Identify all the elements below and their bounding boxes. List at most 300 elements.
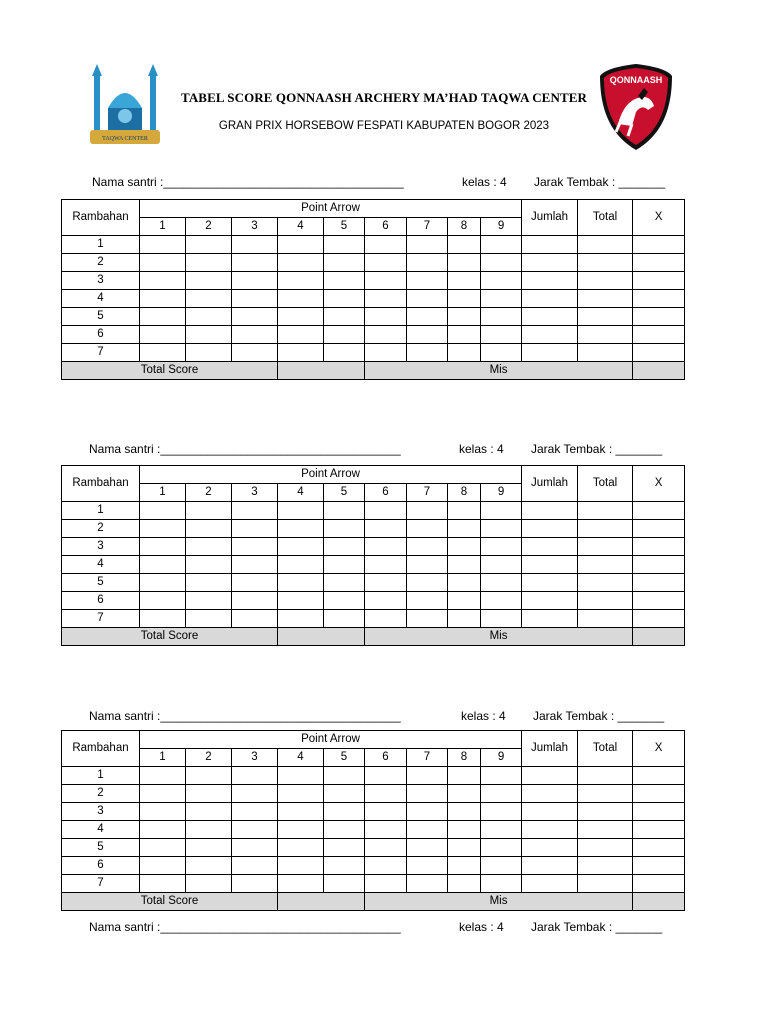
score-cell[interactable] xyxy=(448,592,481,610)
total-score-cell[interactable] xyxy=(278,893,365,911)
arrow-number: 3 xyxy=(232,218,278,236)
score-cell[interactable] xyxy=(278,308,324,326)
score-cell[interactable] xyxy=(232,767,278,785)
x-cell[interactable] xyxy=(633,592,685,610)
arrow-number: 2 xyxy=(186,749,232,767)
score-cell[interactable] xyxy=(232,344,278,362)
jumlah-cell[interactable] xyxy=(522,767,578,785)
score-cell[interactable] xyxy=(232,236,278,254)
score-cell[interactable] xyxy=(324,821,365,839)
total-score-label: Total Score xyxy=(62,362,278,380)
score-cell[interactable] xyxy=(481,344,522,362)
x-cell[interactable] xyxy=(633,538,685,556)
score-cell[interactable] xyxy=(324,610,365,628)
score-cell[interactable] xyxy=(278,326,324,344)
score-cell[interactable] xyxy=(407,236,448,254)
score-cell[interactable] xyxy=(448,236,481,254)
score-cell[interactable] xyxy=(324,803,365,821)
score-cell[interactable] xyxy=(140,839,186,857)
x-cell[interactable] xyxy=(633,308,685,326)
score-cell[interactable] xyxy=(365,610,407,628)
total-cell[interactable] xyxy=(578,839,633,857)
score-cell[interactable] xyxy=(407,272,448,290)
score-cell[interactable] xyxy=(481,556,522,574)
score-cell[interactable] xyxy=(232,839,278,857)
score-cell[interactable] xyxy=(481,502,522,520)
score-cell[interactable] xyxy=(324,272,365,290)
score-cell[interactable] xyxy=(407,875,448,893)
score-cell[interactable] xyxy=(365,821,407,839)
total-cell[interactable] xyxy=(578,254,633,272)
jumlah-cell[interactable] xyxy=(522,785,578,803)
score-cell[interactable] xyxy=(448,538,481,556)
score-cell[interactable] xyxy=(278,556,324,574)
score-cell[interactable] xyxy=(278,344,324,362)
score-cell[interactable] xyxy=(365,574,407,592)
score-cell[interactable] xyxy=(448,610,481,628)
total-cell[interactable] xyxy=(578,785,633,803)
score-cell[interactable] xyxy=(324,236,365,254)
score-cell[interactable] xyxy=(324,308,365,326)
x-cell[interactable] xyxy=(633,556,685,574)
score-cell[interactable] xyxy=(448,272,481,290)
score-cell[interactable] xyxy=(140,272,186,290)
score-cell[interactable] xyxy=(140,538,186,556)
jarak-tembak-field[interactable]: Jarak Tembak : _______ xyxy=(531,920,663,934)
score-cell[interactable] xyxy=(232,556,278,574)
score-cell[interactable] xyxy=(140,592,186,610)
jumlah-cell[interactable] xyxy=(522,254,578,272)
score-cell[interactable] xyxy=(481,520,522,538)
score-cell[interactable] xyxy=(232,610,278,628)
score-cell[interactable] xyxy=(232,502,278,520)
score-cell[interactable] xyxy=(448,502,481,520)
jumlah-cell[interactable] xyxy=(522,857,578,875)
jumlah-cell[interactable] xyxy=(522,290,578,308)
total-cell[interactable] xyxy=(578,803,633,821)
total-cell[interactable] xyxy=(578,767,633,785)
score-cell[interactable] xyxy=(324,520,365,538)
score-cell[interactable] xyxy=(481,821,522,839)
total-score-label: Total Score xyxy=(62,628,278,646)
jumlah-cell[interactable] xyxy=(522,326,578,344)
score-cell[interactable] xyxy=(407,574,448,592)
row-number: 5 xyxy=(62,308,140,326)
score-cell[interactable] xyxy=(448,290,481,308)
score-cell[interactable] xyxy=(407,839,448,857)
jumlah-cell[interactable] xyxy=(522,803,578,821)
arrow-number: 1 xyxy=(140,749,186,767)
score-cell[interactable] xyxy=(140,236,186,254)
row-number: 3 xyxy=(62,803,140,821)
row-number: 2 xyxy=(62,520,140,538)
score-cell[interactable] xyxy=(232,290,278,308)
table-footer-row xyxy=(62,362,685,380)
score-cell[interactable] xyxy=(481,538,522,556)
score-cell[interactable] xyxy=(232,538,278,556)
row-number: 3 xyxy=(62,538,140,556)
table-row xyxy=(62,821,685,839)
table-row xyxy=(62,574,685,592)
x-cell[interactable] xyxy=(633,272,685,290)
score-cell[interactable] xyxy=(232,821,278,839)
score-cell[interactable] xyxy=(324,592,365,610)
score-cell[interactable] xyxy=(186,574,232,592)
total-cell[interactable] xyxy=(578,538,633,556)
total-cell[interactable] xyxy=(578,520,633,538)
jarak-tembak-field[interactable]: Jarak Tembak : _______ xyxy=(531,442,663,456)
score-cell[interactable] xyxy=(186,236,232,254)
score-cell[interactable] xyxy=(278,272,324,290)
score-cell[interactable] xyxy=(186,272,232,290)
x-cell[interactable] xyxy=(633,344,685,362)
score-cell[interactable] xyxy=(365,290,407,308)
score-cell[interactable] xyxy=(481,254,522,272)
score-cell[interactable] xyxy=(140,326,186,344)
jumlah-cell[interactable] xyxy=(522,344,578,362)
score-cell[interactable] xyxy=(186,556,232,574)
jarak-tembak-field[interactable]: Jarak Tembak : _______ xyxy=(534,175,666,189)
score-cell[interactable] xyxy=(481,326,522,344)
nama-santri-field[interactable]: Nama santri :____________________________________ xyxy=(89,920,401,934)
x-cell[interactable] xyxy=(633,821,685,839)
score-cell[interactable] xyxy=(448,839,481,857)
score-cell[interactable] xyxy=(140,520,186,538)
score-cell[interactable] xyxy=(324,254,365,272)
score-cell[interactable] xyxy=(140,344,186,362)
total-cell[interactable] xyxy=(578,821,633,839)
score-cell[interactable] xyxy=(232,254,278,272)
score-cell[interactable] xyxy=(278,574,324,592)
score-cell[interactable] xyxy=(140,610,186,628)
table-row xyxy=(62,254,685,272)
score-cell[interactable] xyxy=(186,290,232,308)
arrow-number: 7 xyxy=(407,484,448,502)
x-cell[interactable] xyxy=(633,857,685,875)
score-cell[interactable] xyxy=(481,767,522,785)
score-cell[interactable] xyxy=(365,502,407,520)
jumlah-cell[interactable] xyxy=(522,839,578,857)
score-cell[interactable] xyxy=(481,839,522,857)
score-cell[interactable] xyxy=(324,767,365,785)
score-cell[interactable] xyxy=(324,574,365,592)
total-cell[interactable] xyxy=(578,272,633,290)
mis-cell[interactable] xyxy=(633,628,685,646)
arrow-number: 3 xyxy=(232,749,278,767)
score-cell[interactable] xyxy=(407,520,448,538)
score-cell[interactable] xyxy=(186,785,232,803)
score-cell[interactable] xyxy=(140,574,186,592)
score-cell[interactable] xyxy=(232,574,278,592)
arrow-number: 6 xyxy=(365,749,407,767)
score-cell[interactable] xyxy=(365,538,407,556)
total-cell[interactable] xyxy=(578,308,633,326)
rambahan-header: Rambahan xyxy=(62,466,140,502)
score-cell[interactable] xyxy=(278,236,324,254)
score-cell[interactable] xyxy=(140,875,186,893)
jumlah-cell[interactable] xyxy=(522,556,578,574)
nama-santri-field[interactable]: Nama santri :____________________________________ xyxy=(89,709,401,723)
score-cell[interactable] xyxy=(324,326,365,344)
score-cell[interactable] xyxy=(365,592,407,610)
score-cell[interactable] xyxy=(365,272,407,290)
score-cell[interactable] xyxy=(140,785,186,803)
total-score-cell[interactable] xyxy=(278,628,365,646)
jumlah-cell[interactable] xyxy=(522,821,578,839)
score-cell[interactable] xyxy=(448,785,481,803)
score-cell[interactable] xyxy=(186,857,232,875)
score-cell[interactable] xyxy=(186,767,232,785)
score-cell[interactable] xyxy=(278,592,324,610)
score-cell[interactable] xyxy=(365,236,407,254)
score-cell[interactable] xyxy=(407,857,448,875)
total-cell[interactable] xyxy=(578,857,633,875)
score-cell[interactable] xyxy=(278,803,324,821)
score-table xyxy=(61,465,685,646)
score-cell[interactable] xyxy=(407,502,448,520)
score-cell[interactable] xyxy=(186,254,232,272)
row-number: 7 xyxy=(62,610,140,628)
score-cell[interactable] xyxy=(140,502,186,520)
score-cell[interactable] xyxy=(186,839,232,857)
score-cell[interactable] xyxy=(365,254,407,272)
point-arrow-header: Point Arrow xyxy=(140,731,522,749)
score-cell[interactable] xyxy=(407,785,448,803)
score-cell[interactable] xyxy=(278,610,324,628)
score-cell[interactable] xyxy=(448,767,481,785)
row-number: 4 xyxy=(62,290,140,308)
x-cell[interactable] xyxy=(633,803,685,821)
score-cell[interactable] xyxy=(481,857,522,875)
score-cell[interactable] xyxy=(365,556,407,574)
score-cell[interactable] xyxy=(324,857,365,875)
score-cell[interactable] xyxy=(448,857,481,875)
table-row xyxy=(62,610,685,628)
x-cell[interactable] xyxy=(633,574,685,592)
score-cell[interactable] xyxy=(186,520,232,538)
x-cell[interactable] xyxy=(633,785,685,803)
score-cell[interactable] xyxy=(407,821,448,839)
row-number: 4 xyxy=(62,556,140,574)
x-cell[interactable] xyxy=(633,875,685,893)
score-cell[interactable] xyxy=(365,767,407,785)
score-cell[interactable] xyxy=(365,308,407,326)
jumlah-cell[interactable] xyxy=(522,574,578,592)
score-cell[interactable] xyxy=(481,290,522,308)
x-cell[interactable] xyxy=(633,254,685,272)
score-cell[interactable] xyxy=(232,326,278,344)
score-cell[interactable] xyxy=(448,821,481,839)
mis-cell[interactable] xyxy=(633,362,685,380)
score-cell[interactable] xyxy=(232,803,278,821)
score-cell[interactable] xyxy=(232,272,278,290)
score-cell[interactable] xyxy=(140,290,186,308)
score-cell[interactable] xyxy=(140,857,186,875)
score-cell[interactable] xyxy=(186,803,232,821)
score-cell[interactable] xyxy=(278,785,324,803)
table-row xyxy=(62,272,685,290)
score-cell[interactable] xyxy=(278,857,324,875)
x-cell[interactable] xyxy=(633,767,685,785)
nama-santri-field[interactable]: Nama santri :____________________________________ xyxy=(89,442,401,456)
score-cell[interactable] xyxy=(324,290,365,308)
jarak-tembak-field[interactable]: Jarak Tembak : _______ xyxy=(533,709,665,723)
total-cell[interactable] xyxy=(578,592,633,610)
score-cell[interactable] xyxy=(407,326,448,344)
score-cell[interactable] xyxy=(365,785,407,803)
total-header: Total xyxy=(578,200,633,236)
score-cell[interactable] xyxy=(232,785,278,803)
score-cell[interactable] xyxy=(407,803,448,821)
score-cell[interactable] xyxy=(365,839,407,857)
jumlah-cell[interactable] xyxy=(522,502,578,520)
score-cell[interactable] xyxy=(407,592,448,610)
score-cell[interactable] xyxy=(448,308,481,326)
score-cell[interactable] xyxy=(481,308,522,326)
score-cell[interactable] xyxy=(448,803,481,821)
score-cell[interactable] xyxy=(140,556,186,574)
score-cell[interactable] xyxy=(186,502,232,520)
total-cell[interactable] xyxy=(578,290,633,308)
score-cell[interactable] xyxy=(448,875,481,893)
score-cell[interactable] xyxy=(481,875,522,893)
score-cell[interactable] xyxy=(365,803,407,821)
total-cell[interactable] xyxy=(578,875,633,893)
score-cell[interactable] xyxy=(448,574,481,592)
arrow-number: 9 xyxy=(481,484,522,502)
total-cell[interactable] xyxy=(578,236,633,254)
score-cell[interactable] xyxy=(481,592,522,610)
score-cell[interactable] xyxy=(324,875,365,893)
score-cell[interactable] xyxy=(365,344,407,362)
jumlah-cell[interactable] xyxy=(522,272,578,290)
score-cell[interactable] xyxy=(140,803,186,821)
score-cell[interactable] xyxy=(278,520,324,538)
total-cell[interactable] xyxy=(578,574,633,592)
score-cell[interactable] xyxy=(186,821,232,839)
score-cell[interactable] xyxy=(448,556,481,574)
total-cell[interactable] xyxy=(578,556,633,574)
score-cell[interactable] xyxy=(186,538,232,556)
score-cell[interactable] xyxy=(448,326,481,344)
score-cell[interactable] xyxy=(232,875,278,893)
jumlah-cell[interactable] xyxy=(522,236,578,254)
score-cell[interactable] xyxy=(407,308,448,326)
score-cell[interactable] xyxy=(278,839,324,857)
score-cell[interactable] xyxy=(407,254,448,272)
score-cell[interactable] xyxy=(481,610,522,628)
x-cell[interactable] xyxy=(633,610,685,628)
total-cell[interactable] xyxy=(578,344,633,362)
table-footer-row xyxy=(62,628,685,646)
jumlah-cell[interactable] xyxy=(522,520,578,538)
score-cell[interactable] xyxy=(186,308,232,326)
page-title: TABEL SCORE QONNAASH ARCHERY MA’HAD TAQWA CENTER xyxy=(181,90,587,105)
jumlah-cell[interactable] xyxy=(522,538,578,556)
score-cell[interactable] xyxy=(448,520,481,538)
mis-cell[interactable] xyxy=(633,893,685,911)
score-cell[interactable] xyxy=(140,254,186,272)
score-cell[interactable] xyxy=(232,520,278,538)
score-cell[interactable] xyxy=(232,857,278,875)
x-cell[interactable] xyxy=(633,236,685,254)
score-cell[interactable] xyxy=(278,502,324,520)
score-cell[interactable] xyxy=(278,821,324,839)
table-row xyxy=(62,538,685,556)
svg-text:QONNAASH: QONNAASH xyxy=(609,75,663,85)
score-cell[interactable] xyxy=(448,344,481,362)
score-cell[interactable] xyxy=(481,785,522,803)
score-cell[interactable] xyxy=(365,875,407,893)
score-cell[interactable] xyxy=(278,254,324,272)
total-cell[interactable] xyxy=(578,502,633,520)
score-cell[interactable] xyxy=(407,767,448,785)
score-cell[interactable] xyxy=(481,272,522,290)
score-cell[interactable] xyxy=(407,556,448,574)
x-cell[interactable] xyxy=(633,520,685,538)
score-cell[interactable] xyxy=(365,520,407,538)
score-cell[interactable] xyxy=(324,538,365,556)
score-cell[interactable] xyxy=(232,308,278,326)
total-cell[interactable] xyxy=(578,610,633,628)
score-cell[interactable] xyxy=(324,556,365,574)
score-cell[interactable] xyxy=(407,344,448,362)
score-cell[interactable] xyxy=(407,610,448,628)
jumlah-cell[interactable] xyxy=(522,308,578,326)
arrow-number: 6 xyxy=(365,484,407,502)
arrow-number: 5 xyxy=(324,218,365,236)
total-cell[interactable] xyxy=(578,326,633,344)
score-cell[interactable] xyxy=(407,290,448,308)
score-cell[interactable] xyxy=(140,308,186,326)
score-cell[interactable] xyxy=(278,538,324,556)
arrow-number: 9 xyxy=(481,749,522,767)
score-cell[interactable] xyxy=(278,875,324,893)
jumlah-cell[interactable] xyxy=(522,592,578,610)
total-score-cell[interactable] xyxy=(278,362,365,380)
nama-santri-field[interactable]: Nama santri :____________________________________ xyxy=(92,175,404,189)
score-cell[interactable] xyxy=(278,290,324,308)
score-cell[interactable] xyxy=(186,610,232,628)
score-cell[interactable] xyxy=(481,574,522,592)
jumlah-cell[interactable] xyxy=(522,875,578,893)
score-cell[interactable] xyxy=(448,254,481,272)
score-table xyxy=(61,199,685,380)
score-cell[interactable] xyxy=(324,344,365,362)
score-cell[interactable] xyxy=(140,767,186,785)
score-cell[interactable] xyxy=(186,592,232,610)
x-cell[interactable] xyxy=(633,839,685,857)
score-cell[interactable] xyxy=(481,803,522,821)
score-cell[interactable] xyxy=(324,839,365,857)
score-cell[interactable] xyxy=(278,767,324,785)
score-cell[interactable] xyxy=(481,236,522,254)
score-cell[interactable] xyxy=(324,785,365,803)
score-cell[interactable] xyxy=(365,857,407,875)
score-cell[interactable] xyxy=(140,821,186,839)
x-cell[interactable] xyxy=(633,326,685,344)
score-cell[interactable] xyxy=(324,502,365,520)
score-cell[interactable] xyxy=(186,344,232,362)
score-cell[interactable] xyxy=(365,326,407,344)
x-cell[interactable] xyxy=(633,290,685,308)
score-cell[interactable] xyxy=(407,538,448,556)
score-cell[interactable] xyxy=(186,875,232,893)
score-cell[interactable] xyxy=(232,592,278,610)
x-cell[interactable] xyxy=(633,502,685,520)
score-cell[interactable] xyxy=(186,326,232,344)
jumlah-cell[interactable] xyxy=(522,610,578,628)
